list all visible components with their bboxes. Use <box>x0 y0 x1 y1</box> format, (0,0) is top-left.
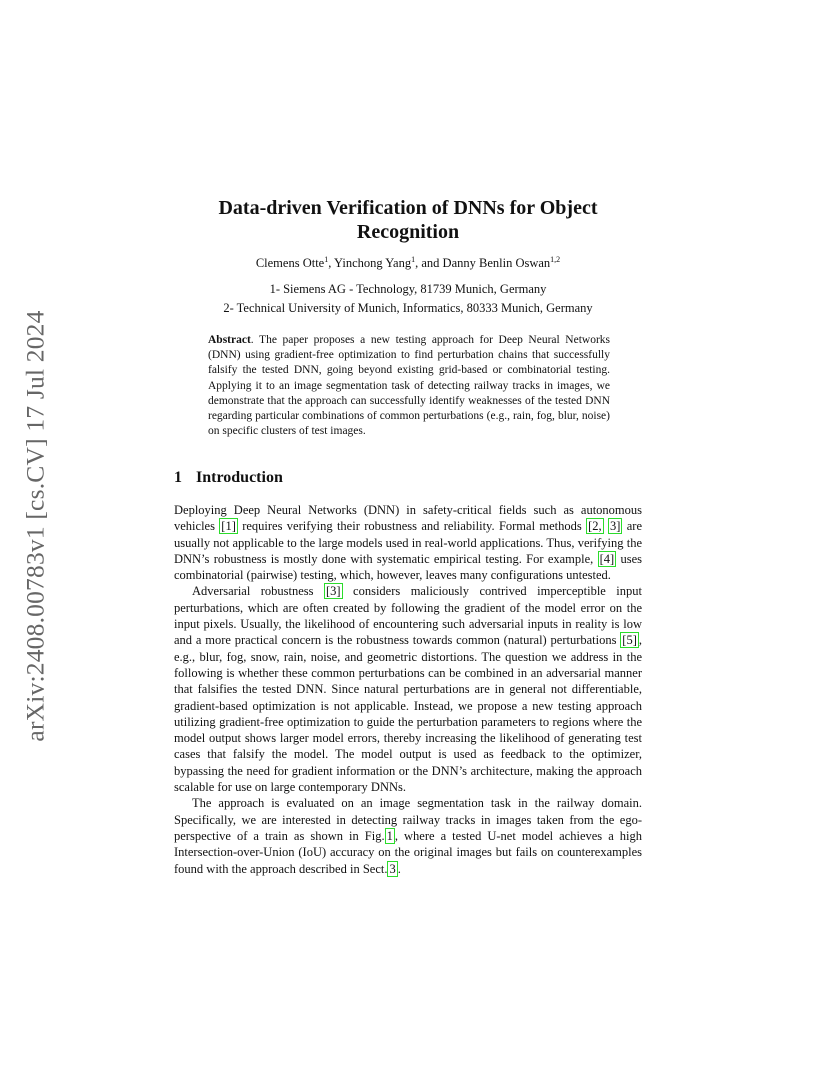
figure-link[interactable]: 1 <box>386 828 393 843</box>
paragraph <box>174 795 642 876</box>
affiliation-marker: 1,2 <box>550 254 561 264</box>
paragraph <box>174 583 642 795</box>
author-name: Danny Benlin Oswan <box>442 256 551 270</box>
affiliation-1: 1- Siemens AG - Technology, 81739 Munich, Germany <box>269 282 547 296</box>
text-run: are usually not applicable to the large models used in real-world applications. Thus, verifying the DNN’s robustness is mostly done with systematic empirical testing. For example, <box>174 519 643 566</box>
affiliation-marker: 1 <box>411 254 416 264</box>
section-title: Introduction <box>196 469 283 486</box>
abstract-text: . The paper proposes a new testing approach for Deep Neural Networks (DNN) using gradient-free optimization to find perturbation chains that successfully falsify the tested DNN, going beyond existing grid-based or combinatorial testing. Applying it to an image segmentation task of detecting railway tracks in images, we demonstrate that the approach can successfully identify weaknesses of the tested DNN regarding particular combinations of common perturbations (e.g., rain, fog, blur, noise) on specific clusters of test images. <box>208 334 610 438</box>
section-number: 1 <box>174 469 182 486</box>
section-heading <box>174 469 283 487</box>
text-run: considers maliciously contrived imperceptible input perturbations, which are often created by following the gradient of the model error on the input pixels. Usually, the likelihood of encountering such adversarial inputs in reality is low and a more practical concern is the robustness towards common (natural) perturbations <box>174 584 642 648</box>
text-run: . <box>397 861 401 876</box>
citation-link[interactable]: 3] <box>609 519 621 534</box>
text-run: Deploying Deep Neural Networks (DNN) in safety-critical fields such as autonomous vehicles <box>174 503 642 534</box>
paragraph <box>174 502 642 583</box>
separator: , and <box>415 256 443 270</box>
affiliation-marker: 1 <box>324 254 329 264</box>
abstract <box>208 333 610 439</box>
text-run: , where a tested U-net model achieves a high Intersection-over-Union (IoU) accuracy on the original images but fails on counterexamples found with the approach described in Sect. <box>174 828 643 876</box>
arxiv-side-label <box>18 296 54 756</box>
citation-link[interactable]: [3] <box>326 584 341 599</box>
body-text <box>174 502 642 877</box>
separator: , <box>328 256 335 270</box>
text-run: uses combinatorial (pairwise) testing, which, however, leaves many configurations untested. <box>174 551 642 583</box>
author-list <box>174 256 642 271</box>
text-run: Adversarial robustness <box>192 584 324 599</box>
author-name: Yinchong Yang <box>334 256 412 270</box>
section-link[interactable]: 3 <box>389 861 396 876</box>
abstract-label: Abstract <box>208 334 251 346</box>
citation-link[interactable]: [2, <box>588 519 602 534</box>
citation-link[interactable]: [5] <box>622 633 637 648</box>
citation-link[interactable]: [1] <box>221 519 236 534</box>
affiliation-2: 2- Technical University of Munich, Informatics, 80333 Munich, Germany <box>223 301 593 315</box>
text-run: requires verifying their robustness and reliability. Formal methods <box>237 519 587 534</box>
paper-title: Data-driven Verification of DNNs for Object Recognition <box>218 197 598 243</box>
text-run: , e.g., blur, fog, snow, rain, noise, and geometric distortions. The question we address in the following is whether these common perturbations can be combined in an adversarial manner that falsifies the tested DNN. Since natural perturbations are in general not differentiable, gradient-based optimization is not applicable. Instead, we propose a new testing approach utilizing gradient-free optimization to guide the perturbation parameters to regions where the model output shows larger model errors, thereby increasing the likelihood of generating test cases that falsify the model. The model output is used as feedback to the optimizer, bypassing the need for gradient information or the DNN’s architecture, making the approach scalable for use on large contemporary DNNs. <box>174 633 642 795</box>
author-name: Clemens Otte <box>255 256 325 270</box>
text-run: The approach is evaluated on an image segmentation task in the railway domain. Specifically, we are interested in detecting railway tracks in images taken from the ego-perspective of a train as shown in Fig. <box>174 796 642 843</box>
citation-link[interactable]: [4] <box>599 551 615 566</box>
arxiv-id: arXiv:2408.00783v1 [cs.CV] 17 Jul 2024 <box>21 310 50 742</box>
